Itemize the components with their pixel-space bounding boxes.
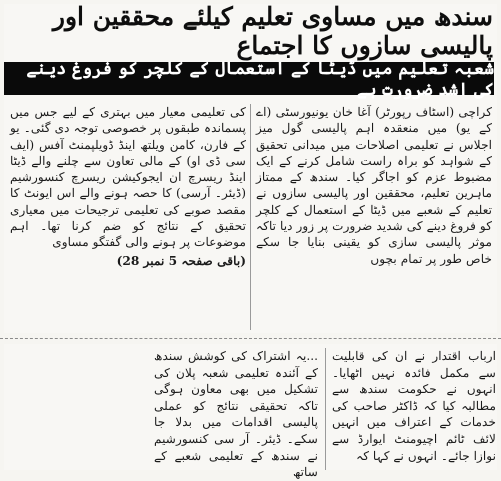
- article-column-left: [10, 104, 246, 332]
- continued-reference: (باقی صفحہ 5 نمبر 28): [116, 253, 246, 268]
- fragment-paragraph: ارباب اقتدار نے ان کی قابلیت سے مکمل فائدہ نہیں اٹھایا۔ انہوں نے حکومت سندھ سے مطالبہ کیا کہ ڈاکٹر صاحب کی خدمات کے اعتراف میں انہیں لائف ٹائم اچیومنٹ ایوارڈ سے نوازا جائے۔ انہوں نے کہا کہ: [332, 349, 496, 463]
- subheadline-banner: شعبہ تعلیم میں ڈیٹا کے استعمال کے کلچر کو فروغ دینے کی اشد ضرورت ہے: [4, 62, 494, 95]
- clipping-separator: [0, 338, 501, 340]
- article-column-right: [256, 104, 492, 332]
- headline: سندھ میں مساوی تعلیم کیلئے محققین اور پالیسی سازوں کا اجتماع: [52, 2, 493, 60]
- blank-fragment-area: [6, 348, 146, 468]
- fragment-column-mid: [154, 348, 318, 480]
- column-divider: [250, 104, 251, 330]
- article-paragraph: کراچی (اسٹاف رپورٹر) آغا خان یونیورسٹی (اے کے یو) میں منعقدہ اہم پالیسی گول میز اجلاس نے تعلیمی اصلاحات میں میدانی تحقیق کے شواہد کو براہ راست شامل کرنے کے ایک مضبوط عزم کو اجاگر کیا۔ سندھ کے ممتاز ماہرین تعلیم، محققین اور پالیسی سازوں نے تعلیم کے شعبے میں ڈیٹا کے استعمال کے کلچر کو فروغ دینے کی شدید ضرورت پر زور دیا تاکہ موثر پالیسی سازی کو یقینی بنایا جا سکے خاص طور پر تمام بچوں: [256, 105, 492, 266]
- column-divider: [325, 348, 326, 470]
- article-paragraph: کی تعلیمی معیار میں بہتری کے لیے جس میں پسماندہ طبقوں پر خصوصی توجہ دی گئی۔ یو کے فارن، کامن ویلتھ اینڈ ڈویلپمنٹ آفس (ایف سی ڈی او) کے مالی تعاون سے چلنے والے ڈیٹا اینڈ ریسرچ ان ایجوکیشن ریسرچ کنسورشیم (ڈیئر۔ آرسی) کا حصہ ہونے والے اس ایونٹ کا مقصد صوبے کی تعلیمی ترجیحات میں معیاری تحقیق کے نتائج کو ضم کرنا تھا۔ اہم موضوعات پر ہونے والی گفتگو مساوی: [10, 105, 246, 250]
- fragment-column-right: [332, 348, 496, 470]
- fragment-paragraph: ...یہ اشتراک کی کوشش سندھ کے آئندہ تعلیمی شعبہ پلان کی تشکیل میں بھی معاون ہوگی تاکہ تحقیقی نتائج کو عملی پالیسی اقدامات میں بدلا جا سکے۔ ڈیئر۔ آر سی کنسورشیم نے سندھ کے تعلیمی شعبے کے ساتھ: [154, 349, 318, 480]
